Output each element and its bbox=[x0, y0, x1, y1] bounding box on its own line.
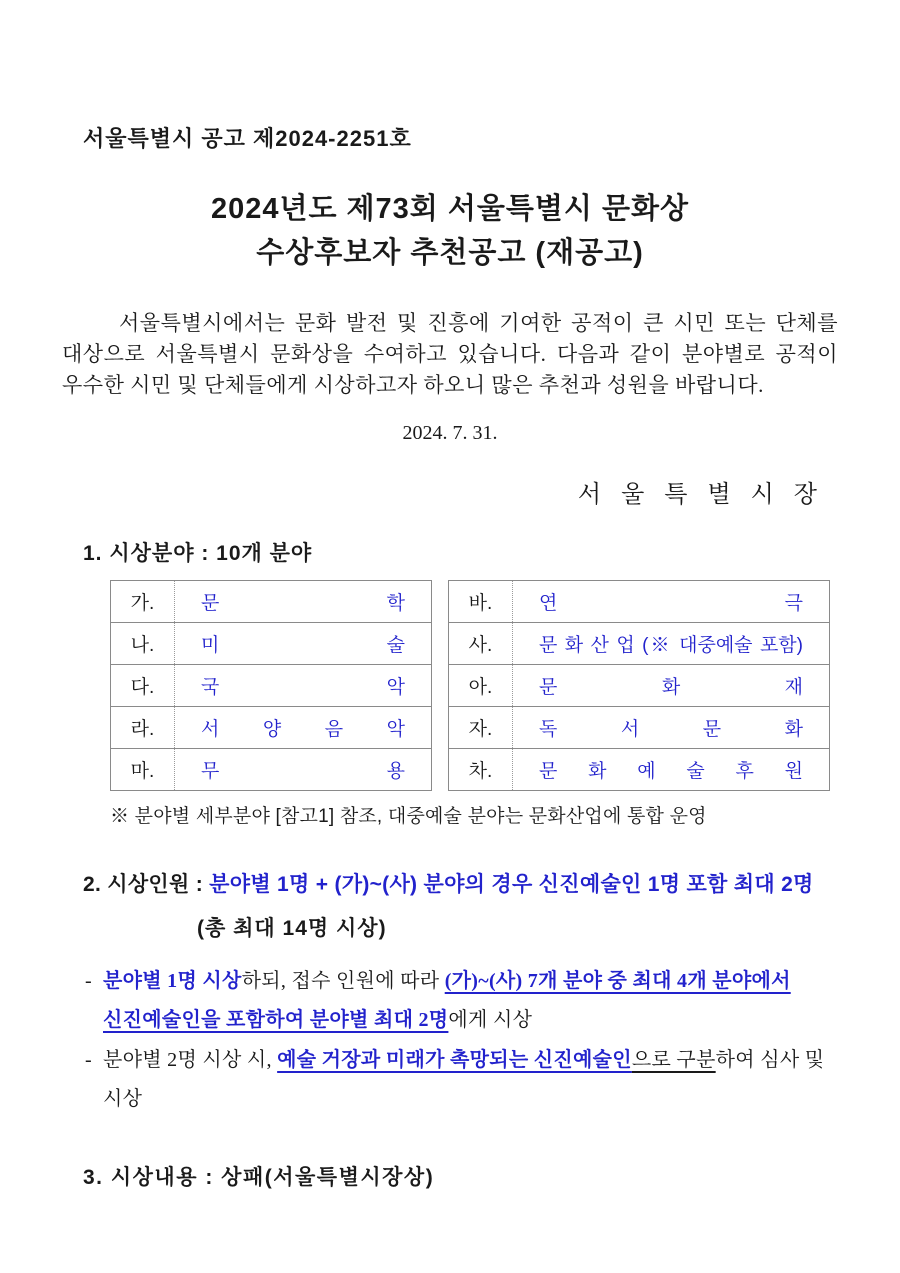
bullet-text bbox=[103, 1041, 838, 1119]
section-2-prefix: 2. 시상인원 : bbox=[83, 873, 210, 896]
category-value: 국 악 bbox=[175, 665, 432, 707]
category-value: 문 학 bbox=[175, 581, 432, 623]
category-value: 연 극 bbox=[513, 581, 830, 623]
bullet-text bbox=[103, 962, 838, 1040]
category-label: 사. bbox=[449, 623, 513, 665]
category-value: 서 양 음 악 bbox=[175, 707, 432, 749]
bullet-item-1 bbox=[85, 962, 838, 1040]
section-2-heading bbox=[83, 868, 838, 898]
category-label: 차. bbox=[468, 761, 493, 782]
category-label: 다. bbox=[111, 665, 175, 707]
section-1-heading: 1. 시상분야 : 10개 분야 bbox=[83, 542, 313, 565]
bullet2-seg4: 하여 심사 및 시상 bbox=[103, 1049, 825, 1110]
category-value: 미 술 bbox=[175, 623, 432, 665]
section-2-bullets bbox=[85, 962, 838, 1119]
category-label: 아. bbox=[449, 665, 513, 707]
category-label: 라. bbox=[111, 707, 175, 749]
announcement-date: 2024. 7. 31. bbox=[402, 422, 498, 444]
bullet1-seg3: (가)~(사) 7개 분야 중 최대 4개 분야에서 bbox=[444, 970, 791, 992]
title-line-2: 수상후보자 추천공고 (재공고) bbox=[256, 237, 644, 269]
bullet1-seg1: 분야별 1명 시상 bbox=[103, 970, 242, 992]
category-label: 나. bbox=[111, 623, 175, 665]
bullet-dash: - bbox=[85, 970, 92, 992]
category-value: 독 서 문 화 bbox=[513, 707, 830, 749]
category-label: 가. bbox=[111, 581, 175, 623]
table-row bbox=[449, 623, 830, 665]
bullet1-seg4: 신진예술인을 포함하여 분야별 최대 2명 bbox=[103, 1009, 449, 1031]
document-title bbox=[62, 187, 838, 275]
bullet1-seg2: 하되, 접수 인원에 따라 bbox=[241, 970, 445, 992]
intro-paragraph: 서울특별시에서는 문화 발전 및 진흥에 기여한 공적이 큰 시민 또는 단체를 대상으로 서울특별시 문화상을 수여하고 있습니다. 다음과 같이 분야별로 공적이 우수한 시민 및 단체들에게 시상하고자 하오니 많은 추천과 성원을 바랍니다. bbox=[62, 311, 838, 397]
category-label: 마. bbox=[130, 761, 155, 782]
section-3-heading: 3. 시상내용 : 상패(서울특별시장상) bbox=[83, 1166, 435, 1189]
table-row bbox=[111, 749, 432, 791]
bullet2-seg3: 으로 구분 bbox=[631, 1049, 716, 1071]
mayor-signature: 서 울 특 별 시 장 bbox=[577, 482, 824, 508]
table-footnote: ※ 분야별 세부분야 [참고1] 참조, 대중예술 분야는 문화산업에 통합 운영 bbox=[110, 806, 707, 827]
notice-number: 서울특별시 공고 제2024-2251호 bbox=[83, 126, 412, 151]
section-2-total: (총 최대 14명 시상) bbox=[197, 917, 387, 940]
award-table-left bbox=[110, 580, 432, 791]
table-row bbox=[449, 665, 830, 707]
bullet2-seg1: 분야별 2명 시상 시, bbox=[103, 1049, 278, 1071]
table-row bbox=[111, 581, 432, 623]
category-value: 무 용 bbox=[175, 749, 432, 791]
table-row bbox=[449, 581, 830, 623]
table-row bbox=[111, 623, 432, 665]
table-row bbox=[111, 707, 432, 749]
bullet1-seg5: 에게 시상 bbox=[448, 1009, 533, 1031]
title-line-1: 2024년도 제73회 서울특별시 문화상 bbox=[210, 193, 690, 225]
table-row bbox=[449, 749, 830, 791]
category-value: 문 화 재 bbox=[513, 665, 830, 707]
award-table-right bbox=[448, 580, 830, 791]
bullet2-seg2: 예술 거장과 미래가 촉망되는 신진예술인 bbox=[277, 1049, 632, 1071]
category-label: 바. bbox=[449, 581, 513, 623]
section-2-highlight: 분야별 1명 + (가)~(사) 분야의 경우 신진예술인 1명 포함 최대 2명 bbox=[209, 873, 814, 896]
award-category-tables bbox=[110, 580, 838, 791]
bullet-dash: - bbox=[85, 1049, 92, 1071]
category-value: 문 화 산 업 (※ 대중예술 포함) bbox=[513, 623, 830, 665]
category-value: 문 화 예 술 후 원 bbox=[513, 749, 830, 791]
table-row bbox=[449, 707, 830, 749]
category-label: 자. bbox=[449, 707, 513, 749]
table-row bbox=[111, 665, 432, 707]
bullet-item-2 bbox=[85, 1041, 838, 1119]
